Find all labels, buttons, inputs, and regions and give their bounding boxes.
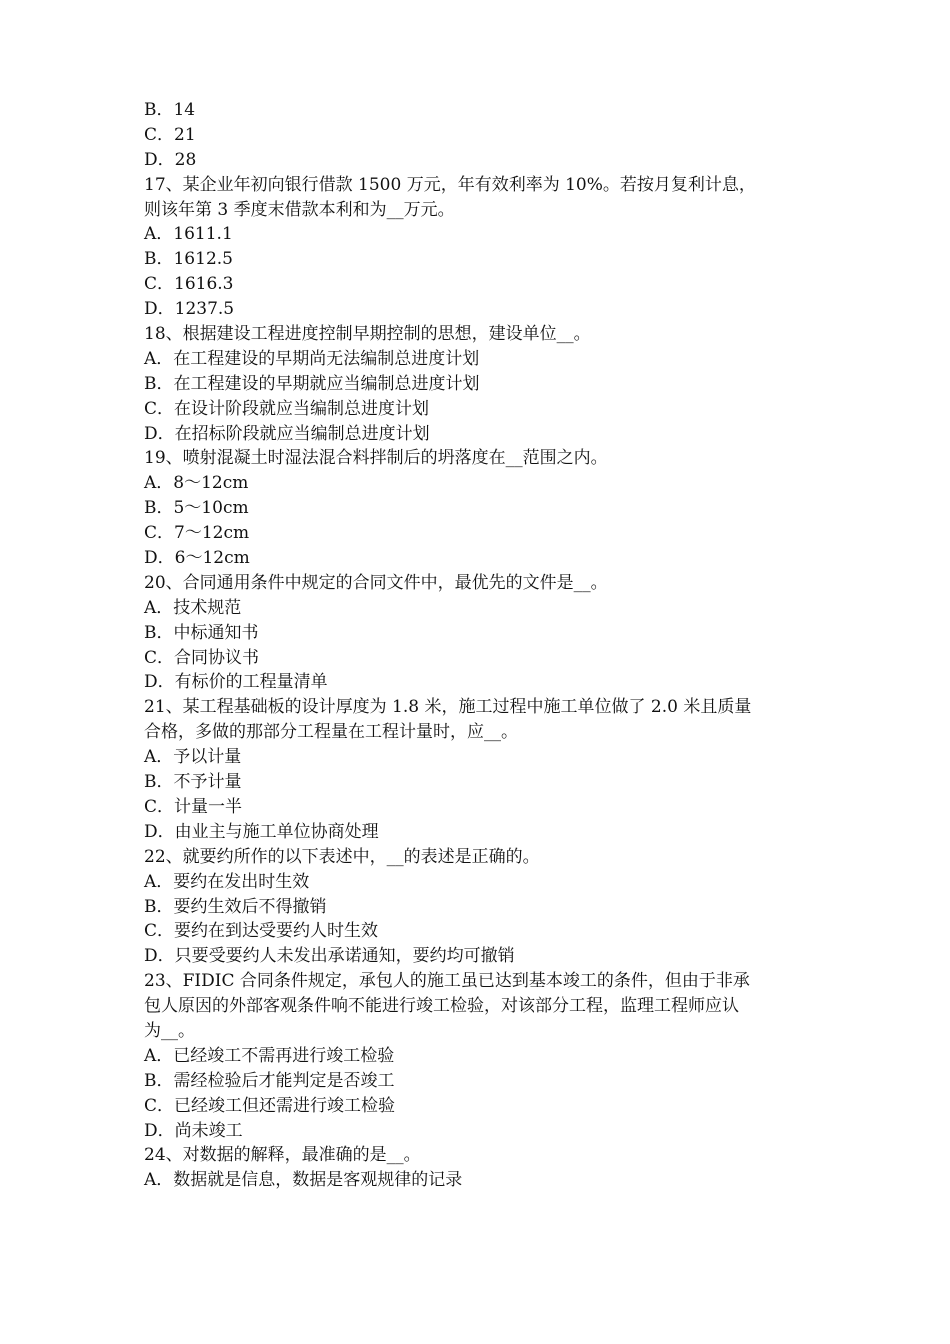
option-line: C．已经竣工但还需进行竣工检验	[144, 1095, 396, 1116]
question-18: 18、根据建设工程进度控制早期控制的思想，建设单位__。	[144, 324, 591, 345]
question-19: 19、喷射混凝土时湿法混合料拌制后的坍落度在__范围之内。	[144, 448, 608, 469]
question-23-line-3: 为__。	[144, 1020, 195, 1041]
option-line: B．要约生效后不得撤销	[144, 896, 327, 917]
option-line: C．合同协议书	[144, 647, 260, 668]
option-line: A．8～12cm	[144, 473, 249, 494]
option-line: D．6～12cm	[144, 548, 250, 569]
option-line: D．尚未竣工	[144, 1120, 243, 1141]
option-line: C．21	[144, 124, 196, 145]
exam-content	[144, 98, 824, 1193]
option-line: C．7～12cm	[144, 523, 250, 544]
option-line: D．只要受要约人未发出承诺通知，要约均可撤销	[144, 946, 515, 967]
option-line: A．要约在发出时生效	[144, 871, 310, 892]
question-20: 20、合同通用条件中规定的合同文件中，最优先的文件是__。	[144, 572, 608, 593]
option-line: B．14	[144, 100, 196, 120]
option-line: D．由业主与施工单位协商处理	[144, 821, 379, 842]
question-23-line-1: 23、FIDIC 合同条件规定，承包人的施工虽已达到基本竣工的条件，但由于非承	[144, 971, 750, 992]
question-21-line-2: 合格，多做的那部分工程量在工程计量时，应__。	[144, 722, 518, 743]
question-23-line-2: 包人原因的外部客观条件响不能进行竣工检验，对该部分工程，监理工程师应认	[144, 996, 739, 1017]
option-line: B．需经检验后才能判定是否竣工	[144, 1070, 395, 1091]
option-line: B．1612.5	[144, 249, 233, 270]
option-line: A．予以计量	[144, 747, 242, 768]
option-line: B．中标通知书	[144, 622, 259, 643]
option-line: B．在工程建设的早期就应当编制总进度计划	[144, 373, 480, 394]
option-line: C．在设计阶段就应当编制总进度计划	[144, 398, 430, 419]
question-22: 22、就要约所作的以下表述中，__的表述是正确的。	[144, 846, 540, 867]
option-line: A．技术规范	[144, 597, 242, 618]
question-21-line-1: 21、某工程基础板的设计厚度为 1.8 米，施工过程中施工单位做了 2.0 米且质量	[144, 697, 752, 718]
option-line: C．1616.3	[144, 274, 234, 295]
option-line: A．1611.1	[144, 224, 233, 245]
option-line: A．数据就是信息，数据是客观规律的记录	[144, 1170, 463, 1191]
option-line: D．在招标阶段就应当编制总进度计划	[144, 423, 430, 444]
question-17-line-2: 则该年第 3 季度末借款本利和为__万元。	[144, 199, 455, 220]
option-line: D．28	[144, 149, 197, 170]
option-line: C．要约在到达受要约人时生效	[144, 921, 379, 942]
option-line: A．已经竣工不需再进行竣工检验	[144, 1045, 395, 1066]
question-17-line-1: 17、某企业年初向银行借款 1500 万元，年有效利率为 10%。若按月复利计息，	[144, 174, 756, 195]
option-line: D．1237.5	[144, 299, 235, 320]
option-line: D．有标价的工程量清单	[144, 672, 328, 693]
question-24: 24、对数据的解释，最准确的是__。	[144, 1145, 421, 1166]
option-line: B．不予计量	[144, 772, 242, 793]
option-line: B．5～10cm	[144, 498, 249, 519]
option-line: C．计量一半	[144, 796, 243, 817]
option-line: A．在工程建设的早期尚无法编制总进度计划	[144, 348, 480, 369]
